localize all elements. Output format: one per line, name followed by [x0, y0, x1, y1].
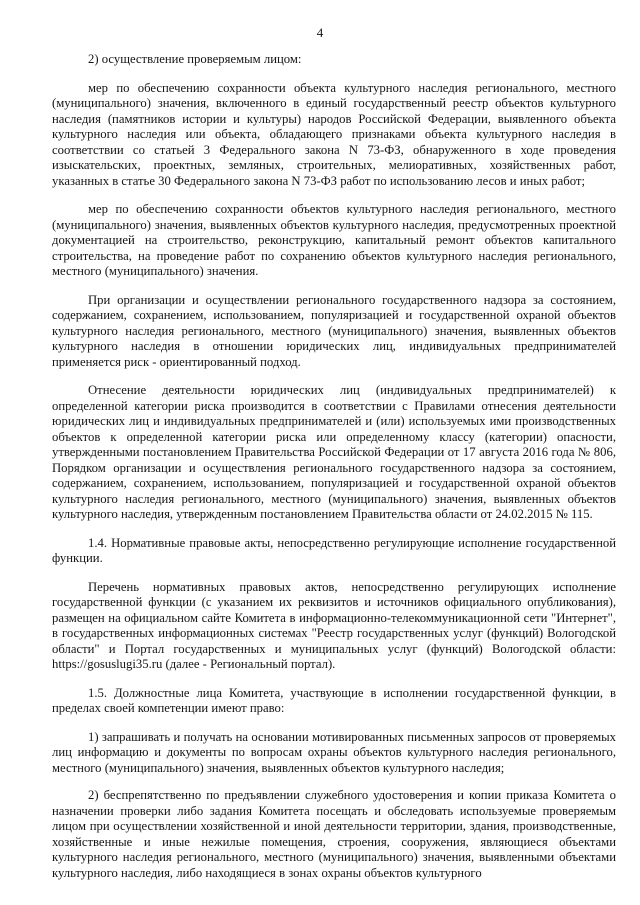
- section-heading-1-5: 1.5. Должностные лица Комитета, участвующие в исполнении государственной функции, в пределах своей компетенции имеют право:: [52, 685, 616, 715]
- section-heading-1-4: 1.4. Нормативные правовые акты, непосредственно регулирующие исполнение государственной функции.: [52, 535, 616, 565]
- paragraph-right-1: 1) запрашивать и получать на основании мотивированных письменных запросов от проверяемых лиц информацию и документы по вопросам охраны объектов культурного наследия регионального, местного (муниципального) значения, выявленных объектов культурного наследия;: [52, 729, 616, 775]
- page-number: 4: [316, 25, 324, 40]
- paragraph-risk-category: Отнесение деятельности юридических лиц (индивидуальных предпринимателей) к определенной категории риска производится в соответствии с Правилами отнесения деятельности юридических лиц и индивидуальных предпринимателей и (или) используемых ими производственных объектов к определенной категории риска или определенному классу (категории) опасности, утвержденными постановлением Правительства Российской Федерации от 17 августа 2016 года № 806, Порядком организации и осуществления регионального государственного надзора за состоянием, содержанием, сохранением, использованием, популяризацией и государственной охраной объектов культурного наследия регионального, местного (муниципального) значения, выявленных объектов культурного наследия, утвержденным постановлением Правительства области от 24.02.2015 № 115.: [52, 383, 616, 521]
- paragraph-measures-registry: мер по обеспечению сохранности объекта культурного наследия регионального, местного (муниципального) значения, включенного в единый государственный реестр объектов культурного наследия (памятников истории и культуры) народов Российской Федерации, выявленного объекта культурного наследия или объекта, обладающего признаками объекта культурного наследия в соответствии со статьей 3 Федерального закона N 73-ФЗ, обнаруженного в ходе проведения изыскательских, проектных, земляных, строительных, мелиоративных, хозяйственных работ, указанных в статье 30 Федерального закона N 73-ФЗ работ по использованию лесов и иных работ;: [52, 80, 616, 188]
- paragraph-risk-approach: При организации и осуществлении регионального государственного надзора за состоянием, содержанием, сохранением, использованием, популяризацией и государственной охраной объектов культурного наследия регионального, местного (муниципального) значения, выявленных объектов культурного наследия в отношении юридических лиц, индивидуальных предпринимателей применяется риск - ориентированный подход.: [52, 292, 616, 369]
- paragraph-intro: 2) осуществление проверяемым лицом:: [88, 52, 302, 66]
- paragraph-measures-project: мер по обеспечению сохранности объектов культурного наследия регионального, местного (муниципального) значения, выявленных объектов культурного наследия, предусмотренных проектной документацией на строительство, реконструкцию, капитальный ремонт объектов капитального строительства, на проведение работ по сохранению объектов культурного наследия регионального, местного (муниципального) значения.: [52, 202, 616, 278]
- document-body: [52, 52, 616, 893]
- paragraph-right-2: 2) беспрепятственно по предъявлении служебного удостоверения и копии приказа Комитета о назначении проверки либо задания Комитета посещать и обследовать используемые проверяемым лицом при осуществлении хозяйственной и иной деятельности территории, здания, производственные, хозяйственные и иные нежилые помещения, строения, сооружения, являющиеся объектами культурного наследия регионального, местного (муниципального) значения, выявленными объектами культурного наследия, либо находящиеся в зонах охраны объектов культурного: [52, 788, 616, 880]
- paragraph-legal-acts: Перечень нормативных правовых актов, непосредственно регулирующих исполнение государственной функции (с указанием их реквизитов и источников официального опубликования), размещен на официальном сайте Комитета в информационно-телекоммуникационной сети "Интернет", в государственных информационных системах "Реестр государственных услуг (функций) Вологодской области" и Портал государственных и муниципальных услуг (функций) Вологодской области: https://gosuslugi35.ru (далее - Региональный портал).: [52, 579, 616, 671]
